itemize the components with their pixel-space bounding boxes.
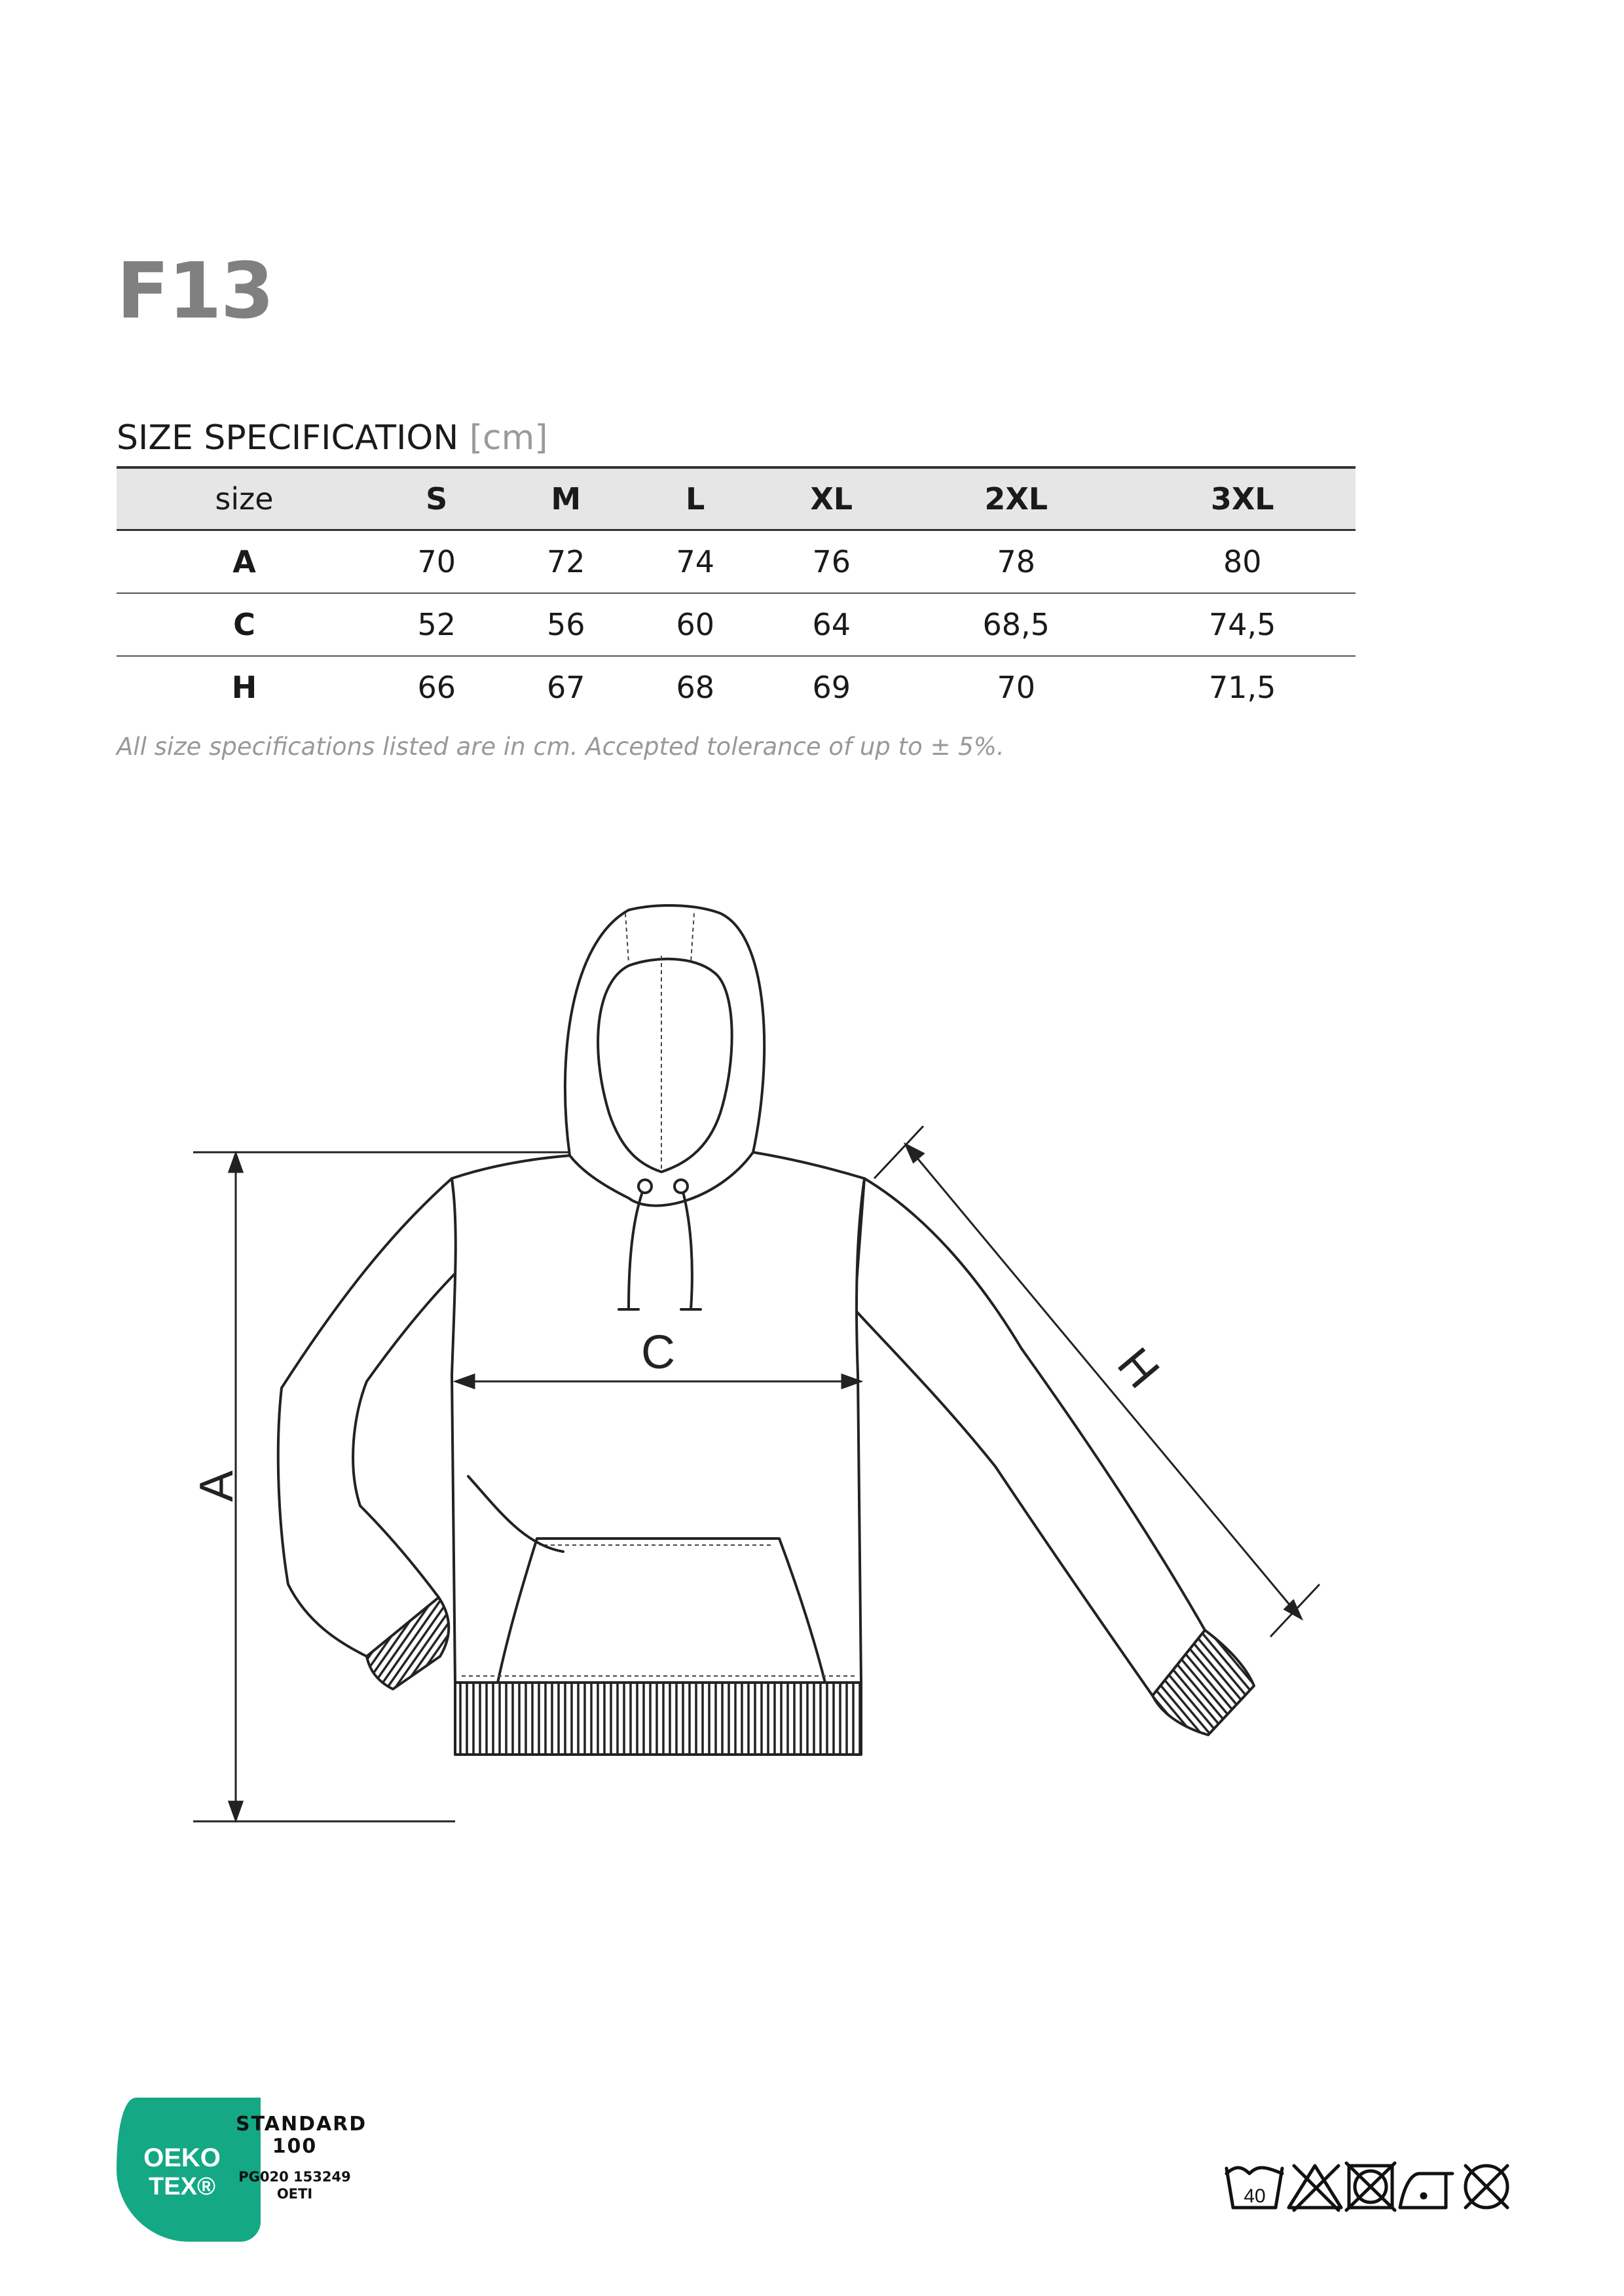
oeko-logo-line1: OEKO bbox=[143, 2143, 221, 2172]
table-cell: 64 bbox=[760, 593, 903, 656]
spec-title bbox=[117, 418, 548, 458]
table-cell: 68,5 bbox=[903, 593, 1129, 656]
oeko-standard-number: 100 bbox=[272, 2135, 318, 2158]
table-cell: 70 bbox=[372, 530, 501, 594]
size-table bbox=[117, 466, 1356, 718]
no-bleach-icon bbox=[1289, 2166, 1341, 2210]
table-header-row bbox=[117, 467, 1356, 530]
table-cell: 76 bbox=[760, 530, 903, 594]
no-dry-clean-icon bbox=[1466, 2166, 1507, 2208]
product-code: F13 bbox=[117, 246, 273, 336]
table-header-cell: S bbox=[372, 467, 501, 530]
table-header-cell: L bbox=[631, 467, 760, 530]
tolerance-note: All size specifications listed are in cm. Accepted tolerance of up to ± 5%. bbox=[117, 733, 1005, 761]
care-symbols bbox=[1223, 2160, 1524, 2213]
table-cell: 69 bbox=[812, 670, 851, 705]
no-tumble-dry-icon bbox=[1346, 2163, 1395, 2210]
table-cell: 74 bbox=[631, 530, 760, 594]
table-cell: 52 bbox=[372, 593, 501, 656]
label-a: A bbox=[191, 1470, 243, 1503]
table-row bbox=[117, 593, 1356, 656]
right-sleeve bbox=[855, 1178, 1205, 1696]
table-header-cell: 2XL bbox=[903, 467, 1129, 530]
table-row-label: H bbox=[231, 670, 257, 705]
table-row-label: C bbox=[117, 593, 372, 656]
table-header-cell: XL bbox=[760, 467, 903, 530]
table-cell: 60 bbox=[631, 593, 760, 656]
oeko-logo-line2: TEX® bbox=[149, 2173, 215, 2200]
spec-title-text: SIZE SPECIFICATION bbox=[117, 418, 459, 458]
hem-rib bbox=[455, 1683, 861, 1755]
oeko-tex-info bbox=[236, 2113, 367, 2202]
label-c: C bbox=[641, 1326, 675, 1379]
table-cell: 56 bbox=[501, 593, 630, 656]
table-header-cell: M bbox=[501, 467, 630, 530]
table-cell: 78 bbox=[903, 530, 1129, 594]
wash-40-icon bbox=[1227, 2168, 1282, 2208]
table-cell: 70 bbox=[997, 670, 1035, 705]
hoodie-diagram bbox=[0, 851, 1624, 1872]
spec-unit: [cm] bbox=[469, 418, 548, 458]
table-cell: 80 bbox=[1129, 530, 1356, 594]
left-sleeve bbox=[278, 1178, 462, 1656]
table-cell: 67 bbox=[546, 670, 585, 705]
table-cell: 68 bbox=[676, 670, 714, 705]
table-cell: 66 bbox=[417, 670, 456, 705]
oeko-institute: OETI bbox=[276, 2186, 313, 2202]
table-header-cell: size bbox=[117, 467, 372, 530]
oeko-certificate: PG020 153249 bbox=[238, 2169, 351, 2185]
table-row bbox=[117, 656, 1356, 718]
iron-low-icon bbox=[1400, 2174, 1452, 2208]
table-row bbox=[117, 530, 1356, 594]
kangaroo-pocket bbox=[498, 1539, 825, 1683]
table-row-label: A bbox=[117, 530, 372, 594]
wash-temp: 40 bbox=[1244, 2185, 1266, 2207]
label-h: H bbox=[1107, 1338, 1170, 1398]
table-header-cell: 3XL bbox=[1129, 467, 1356, 530]
table-cell: 74,5 bbox=[1129, 593, 1356, 656]
table-cell: 72 bbox=[501, 530, 630, 594]
oeko-standard: STANDARD bbox=[236, 2113, 367, 2136]
table-cell: 71,5 bbox=[1209, 670, 1276, 705]
